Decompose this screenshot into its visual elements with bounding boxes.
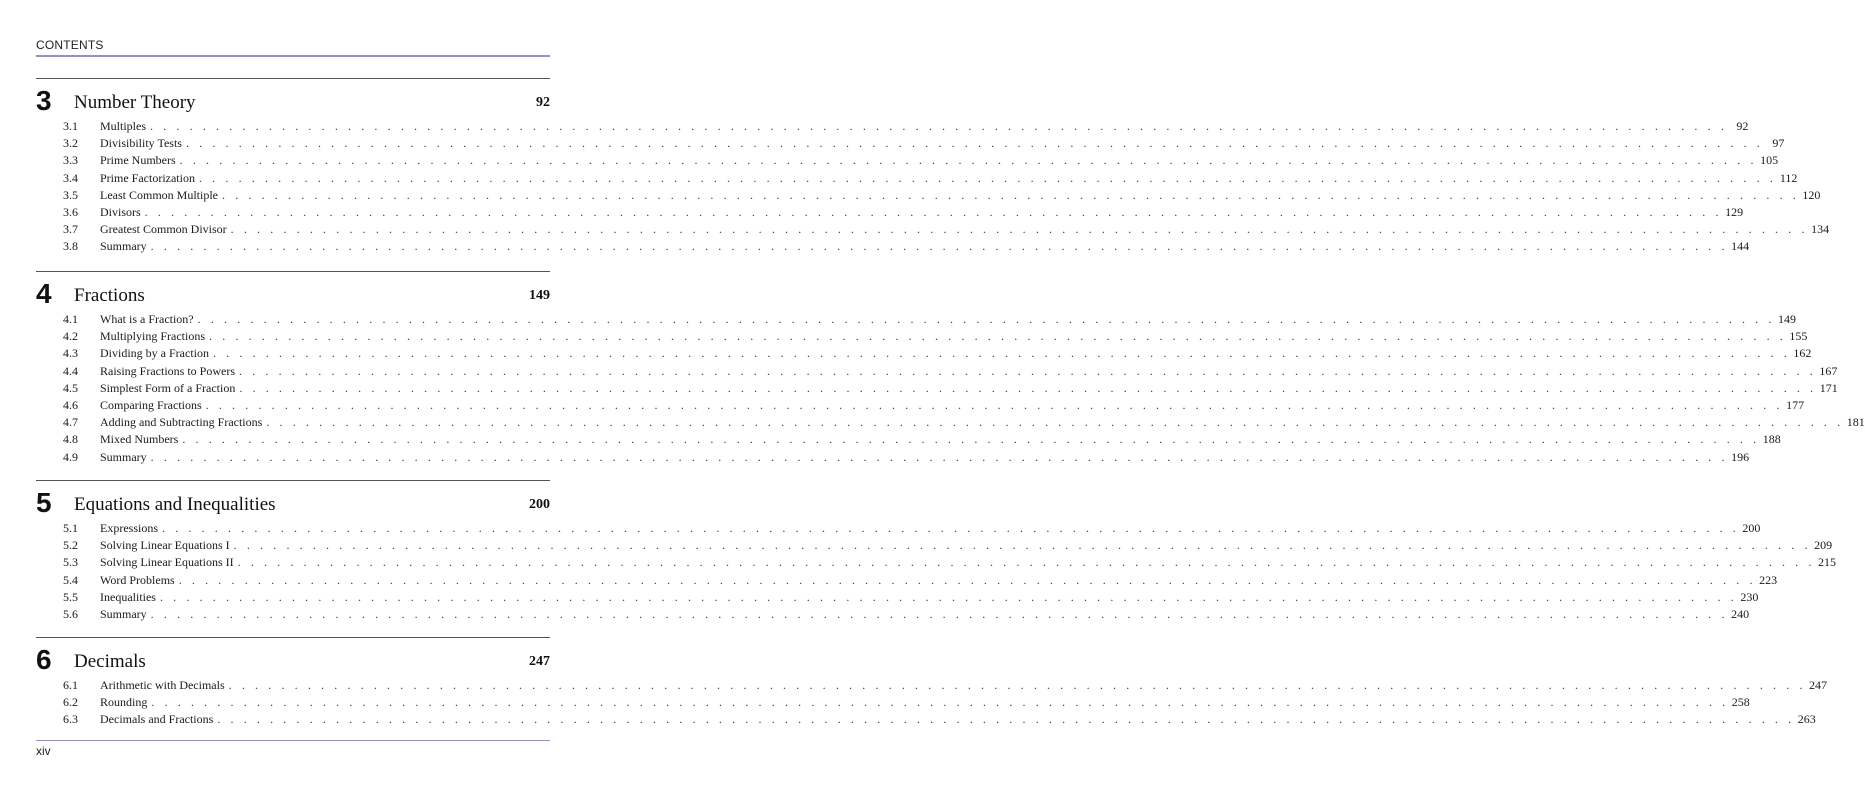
section-title: Raising Fractions to Powers	[100, 363, 235, 378]
section-number: 5.4	[63, 572, 78, 587]
chapter-heading[interactable]	[36, 86, 550, 116]
section-list	[36, 677, 1828, 729]
section-title: Arithmetic with Decimals	[100, 678, 225, 692]
section-title: Mixed Numbers	[100, 432, 179, 447]
section-number: 3.6	[63, 204, 78, 219]
toc-entry[interactable]	[36, 380, 1838, 397]
chapter-number: 4	[36, 278, 52, 309]
section-title: Solving Linear Equations II	[100, 555, 234, 570]
section-page: 230	[1740, 589, 1759, 604]
section-list	[36, 311, 1865, 466]
chapter-title: Equations and Inequalities	[74, 494, 276, 515]
section-number: 6.3	[63, 712, 78, 727]
section-line	[100, 152, 1779, 169]
section-title: Greatest Common Divisor	[100, 222, 227, 237]
section-title: Simplest Form of a Fraction	[100, 380, 236, 395]
dot-leader: . . . . . . . . . . . . . . . . . . . . . . . . . . . . . . . . . . . . . . . . . . . . . . . . . . . . . . . . . . . . . . . . . . . . . . . . . . . . . . . . . . . . . . . . . . . . . . . . . . . . . . . . . . . . . . . . . . . . . . . .	[239, 363, 1817, 378]
toc-entry[interactable]	[36, 135, 1785, 152]
dot-leader: . . . . . . . . . . . . . . . . . . . . . . . . . . . . . . . . . . . . . . . . . . . . . . . . . . . . . . . . . . . . . . . . . . . . . . . . . . . . . . . . . . . . . . . . . . . . . . . . . . . . . . . . . . . . . . . . . . . . . . . .	[144, 204, 1723, 219]
chapter-page: 247	[529, 654, 550, 669]
section-title: Multiplying Fractions	[100, 329, 205, 344]
section-number: 3.5	[63, 187, 78, 202]
dot-leader: . . . . . . . . . . . . . . . . . . . . . . . . . . . . . . . . . . . . . . . . . . . . . . . . . . . . . . . . . . . . . . . . . . . . . . . . . . . . . . . . . . . . . . . . . . . . . . . . . . . . . . . . . . . . . . . . . . . . . . . .	[212, 346, 1791, 361]
section-line	[100, 345, 1812, 362]
running-header: CONTENTS	[36, 38, 104, 52]
section-page: 167	[1819, 363, 1838, 378]
section-page: 223	[1759, 572, 1778, 587]
chapter-heading[interactable]	[36, 488, 550, 518]
section-line	[100, 135, 1785, 152]
section-line	[100, 589, 1759, 606]
section-line	[100, 694, 1750, 711]
section-line	[100, 449, 1750, 466]
section-line	[100, 221, 1830, 238]
toc-entry[interactable]	[36, 187, 1821, 204]
chapter-number: 3	[36, 85, 52, 116]
toc-entry[interactable]	[36, 711, 1816, 728]
toc-entry[interactable]	[36, 520, 1761, 537]
section-title: Adding and Subtracting Fractions	[100, 415, 263, 430]
section-line	[100, 397, 1805, 414]
section-number: 4.9	[63, 449, 78, 464]
section-line	[100, 711, 1816, 728]
section-number: 3.8	[63, 239, 78, 254]
page-number: xiv	[36, 744, 51, 758]
chapter-number: 6	[36, 644, 52, 675]
dot-leader: . . . . . . . . . . . . . . . . . . . . . . . . . . . . . . . . . . . . . . . . . . . . . . . . . . . . . . . . . . . . . . . . . . . . . . . . . . . . . . . . . . . . . . . . . . . . . . . . . . . . . . . . . . . . . . . . . . . . . . . .	[179, 153, 1758, 168]
section-page: 196	[1731, 449, 1750, 464]
dot-leader: . . . . . . . . . . . . . . . . . . . . . . . . . . . . . . . . . . . . . . . . . . . . . . . . . . . . . . . . . . . . . . . . . . . . . . . . . . . . . . . . . . . . . . . . . . . . . . . . . . . . . . . . . . . . . . . . . . . . . . . .	[159, 589, 1738, 604]
chapter-page: 200	[529, 497, 550, 512]
section-title: Summary	[100, 606, 147, 621]
chapter-title: Number Theory	[74, 92, 196, 113]
section-number: 6.2	[63, 695, 78, 710]
section-page: 129	[1725, 204, 1744, 219]
section-title: Summary	[100, 449, 147, 464]
dot-leader: . . . . . . . . . . . . . . . . . . . . . . . . . . . . . . . . . . . . . . . . . . . . . . . . . . . . . . . . . . . . . . . . . . . . . . . . . . . . . . . . . . . . . . . . . . . . . . . . . . . . . . . . . . . . . . . . . . . . . . . .	[185, 136, 1764, 151]
section-number: 5.6	[63, 606, 78, 621]
chapter-divider	[36, 78, 550, 79]
section-number: 4.3	[63, 346, 78, 361]
dot-leader: . . . . . . . . . . . . . . . . . . . . . . . . . . . . . . . . . . . . . . . . . . . . . . . . . . . . . . . . . . . . . . . . . . . . . . . . . . . . . . . . . . . . . . . . . . . . . . . . . . . . . . . . . . . . . . . . . . . . . . . .	[197, 312, 1776, 326]
section-number: 4.1	[63, 312, 78, 326]
dot-leader: . . . . . . . . . . . . . . . . . . . . . . . . . . . . . . . . . . . . . . . . . . . . . . . . . . . . . . . . . . . . . . . . . . . . . . . . . . . . . . . . . . . . . . . . . . . . . . . . . . . . . . . . . . . . . . . . . . . . . . . .	[150, 449, 1729, 464]
section-title: What is a Fraction?	[100, 312, 194, 326]
section-number: 3.2	[63, 136, 78, 151]
section-number: 5.2	[63, 538, 78, 553]
section-page: 120	[1802, 187, 1821, 202]
section-title: Comparing Fractions	[100, 397, 202, 412]
section-page: 149	[1778, 312, 1797, 326]
dot-leader: . . . . . . . . . . . . . . . . . . . . . . . . . . . . . . . . . . . . . . . . . . . . . . . . . . . . . . . . . . . . . . . . . . . . . . . . . . . . . . . . . . . . . . . . . . . . . . . . . . . . . . . . . . . . . . . . . . . . . . . .	[150, 239, 1729, 254]
dot-leader: . . . . . . . . . . . . . . . . . . . . . . . . . . . . . . . . . . . . . . . . . . . . . . . . . . . . . . . . . . . . . . . . . . . . . . . . . . . . . . . . . . . . . . . . . . . . . . . . . . . . . . . . . . . . . . . . . . . . . . . .	[233, 538, 1812, 553]
dot-leader: . . . . . . . . . . . . . . . . . . . . . . . . . . . . . . . . . . . . . . . . . . . . . . . . . . . . . . . . . . . . . . . . . . . . . . . . . . . . . . . . . . . . . . . . . . . . . . . . . . . . . . . . . . . . . . . . . . . . . . . .	[239, 380, 1817, 395]
section-title: Divisors	[100, 204, 141, 219]
section-line	[100, 537, 1833, 554]
section-line	[100, 677, 1828, 694]
toc-entry[interactable]	[36, 606, 1750, 623]
chapter-divider	[36, 271, 550, 272]
chapter-divider	[36, 480, 550, 481]
section-page: 177	[1786, 397, 1805, 412]
section-page: 247	[1809, 678, 1828, 692]
dot-leader: . . . . . . . . . . . . . . . . . . . . . . . . . . . . . . . . . . . . . . . . . . . . . . . . . . . . . . . . . . . . . . . . . . . . . . . . . . . . . . . . . . . . . . . . . . . . . . . . . . . . . . . . . . . . . . . . . . . . . . . .	[150, 606, 1729, 621]
section-page: 200	[1742, 521, 1761, 535]
section-number: 4.4	[63, 363, 78, 378]
toc-entry[interactable]	[36, 345, 1812, 362]
dot-leader: . . . . . . . . . . . . . . . . . . . . . . . . . . . . . . . . . . . . . . . . . . . . . . . . . . . . . . . . . . . . . . . . . . . . . . . . . . . . . . . . . . . . . . . . . . . . . . . . . . . . . . . . . . . . . . . . . . . . . . . .	[266, 415, 1844, 430]
section-number: 3.7	[63, 222, 78, 237]
dot-leader: . . . . . . . . . . . . . . . . . . . . . . . . . . . . . . . . . . . . . . . . . . . . . . . . . . . . . . . . . . . . . . . . . . . . . . . . . . . . . . . . . . . . . . . . . . . . . . . . . . . . . . . . . . . . . . . . . . . . . . . .	[198, 170, 1777, 185]
section-title: Expressions	[100, 521, 158, 535]
section-number: 4.2	[63, 329, 78, 344]
section-page: 112	[1779, 170, 1798, 185]
section-line	[100, 170, 1798, 187]
section-page: 134	[1811, 222, 1830, 237]
section-page: 97	[1772, 136, 1785, 151]
section-page: 92	[1736, 119, 1749, 133]
footer-rule	[36, 740, 550, 741]
toc-entry[interactable]	[36, 414, 1865, 431]
section-number: 5.3	[63, 555, 78, 570]
section-list	[36, 520, 1837, 623]
section-title: Word Problems	[100, 572, 175, 587]
dot-leader: . . . . . . . . . . . . . . . . . . . . . . . . . . . . . . . . . . . . . . . . . . . . . . . . . . . . . . . . . . . . . . . . . . . . . . . . . . . . . . . . . . . . . . . . . . . . . . . . . . . . . . . . . . . . . . . . . . . . . . . .	[150, 119, 1728, 133]
toc-entry[interactable]	[36, 694, 1750, 711]
section-number: 5.5	[63, 589, 78, 604]
dot-leader: . . . . . . . . . . . . . . . . . . . . . . . . . . . . . . . . . . . . . . . . . . . . . . . . . . . . . . . . . . . . . . . . . . . . . . . . . . . . . . . . . . . . . . . . . . . . . . . . . . . . . . . . . . . . . . . . . . . . . . . .	[217, 712, 1795, 727]
chapter-number: 5	[36, 487, 52, 518]
section-line	[100, 363, 1838, 380]
section-line	[100, 431, 1781, 448]
section-title: Decimals and Fractions	[100, 712, 214, 727]
chapter-heading[interactable]	[36, 279, 550, 309]
toc-entry[interactable]	[36, 238, 1750, 255]
section-page: 162	[1793, 346, 1812, 361]
toc-entry[interactable]	[36, 589, 1759, 606]
chapter-page: 92	[536, 95, 550, 110]
section-line	[100, 520, 1761, 537]
section-line	[100, 606, 1750, 623]
toc-entry[interactable]	[36, 431, 1781, 448]
toc-entry[interactable]	[36, 572, 1778, 589]
section-line	[100, 414, 1865, 431]
chapter-divider	[36, 637, 550, 638]
section-number: 4.5	[63, 380, 78, 395]
dot-leader: . . . . . . . . . . . . . . . . . . . . . . . . . . . . . . . . . . . . . . . . . . . . . . . . . . . . . . . . . . . . . . . . . . . . . . . . . . . . . . . . . . . . . . . . . . . . . . . . . . . . . . . . . . . . . . . . . . . . . . . .	[178, 572, 1757, 587]
section-number: 6.1	[63, 678, 78, 692]
section-number: 4.7	[63, 415, 78, 430]
chapter-title: Decimals	[74, 651, 146, 672]
section-number: 3.1	[63, 119, 78, 133]
toc-entry[interactable]	[36, 152, 1779, 169]
section-number: 3.3	[63, 153, 78, 168]
section-title: Summary	[100, 239, 147, 254]
section-title: Prime Numbers	[100, 153, 176, 168]
toc-entry[interactable]	[36, 537, 1833, 554]
section-page: 171	[1819, 380, 1838, 395]
toc-entry[interactable]	[36, 170, 1798, 187]
toc-entry[interactable]	[36, 204, 1744, 221]
chapter-title: Fractions	[74, 285, 145, 306]
section-title: Prime Factorization	[100, 170, 195, 185]
section-page: 155	[1789, 329, 1808, 344]
toc-entry[interactable]	[36, 328, 1808, 345]
section-line	[100, 187, 1821, 204]
section-title: Multiples	[100, 119, 147, 133]
toc-entry[interactable]	[36, 118, 1749, 135]
section-page: 181	[1846, 415, 1865, 430]
section-page: 240	[1731, 606, 1750, 621]
section-list	[36, 118, 1830, 256]
toc-entry[interactable]	[36, 221, 1830, 238]
section-page: 209	[1814, 538, 1833, 553]
section-page: 258	[1731, 695, 1750, 710]
section-number: 5.1	[63, 521, 78, 535]
dot-leader: . . . . . . . . . . . . . . . . . . . . . . . . . . . . . . . . . . . . . . . . . . . . . . . . . . . . . . . . . . . . . . . . . . . . . . . . . . . . . . . . . . . . . . . . . . . . . . . . . . . . . . . . . . . . . . . . . . . . . . . .	[182, 432, 1760, 447]
section-page: 188	[1762, 432, 1781, 447]
dot-leader: . . . . . . . . . . . . . . . . . . . . . . . . . . . . . . . . . . . . . . . . . . . . . . . . . . . . . . . . . . . . . . . . . . . . . . . . . . . . . . . . . . . . . . . . . . . . . . . . . . . . . . . . . . . . . . . . . . . . . . . .	[151, 695, 1729, 710]
section-line	[100, 311, 1797, 328]
dot-leader: . . . . . . . . . . . . . . . . . . . . . . . . . . . . . . . . . . . . . . . . . . . . . . . . . . . . . . . . . . . . . . . . . . . . . . . . . . . . . . . . . . . . . . . . . . . . . . . . . . . . . . . . . . . . . . . . . . . . . . . .	[162, 521, 1740, 535]
section-page: 144	[1731, 239, 1750, 254]
section-line	[100, 380, 1838, 397]
section-number: 4.6	[63, 397, 78, 412]
header-rule	[36, 55, 550, 57]
section-title: Rounding	[100, 695, 148, 710]
section-line	[100, 328, 1808, 345]
chapter-page: 149	[529, 288, 550, 303]
dot-leader: . . . . . . . . . . . . . . . . . . . . . . . . . . . . . . . . . . . . . . . . . . . . . . . . . . . . . . . . . . . . . . . . . . . . . . . . . . . . . . . . . . . . . . . . . . . . . . . . . . . . . . . . . . . . . . . . . . . . . . . .	[205, 397, 1784, 412]
toc-entry[interactable]	[36, 554, 1837, 571]
section-title: Divisibility Tests	[100, 136, 182, 151]
section-page: 215	[1818, 555, 1837, 570]
dot-leader: . . . . . . . . . . . . . . . . . . . . . . . . . . . . . . . . . . . . . . . . . . . . . . . . . . . . . . . . . . . . . . . . . . . . . . . . . . . . . . . . . . . . . . . . . . . . . . . . . . . . . . . . . . . . . . . . . . . . . . . .	[209, 329, 1787, 344]
toc-entry[interactable]	[36, 677, 1828, 694]
toc-entry[interactable]	[36, 449, 1750, 466]
toc-entry[interactable]	[36, 397, 1805, 414]
toc-entry[interactable]	[36, 363, 1838, 380]
dot-leader: . . . . . . . . . . . . . . . . . . . . . . . . . . . . . . . . . . . . . . . . . . . . . . . . . . . . . . . . . . . . . . . . . . . . . . . . . . . . . . . . . . . . . . . . . . . . . . . . . . . . . . . . . . . . . . . . . . . . . . . .	[230, 222, 1809, 237]
section-line	[100, 572, 1778, 589]
section-line	[100, 238, 1750, 255]
section-page: 105	[1760, 153, 1779, 168]
dot-leader: . . . . . . . . . . . . . . . . . . . . . . . . . . . . . . . . . . . . . . . . . . . . . . . . . . . . . . . . . . . . . . . . . . . . . . . . . . . . . . . . . . . . . . . . . . . . . . . . . . . . . . . . . . . . . . . . . . . . . . . .	[228, 678, 1807, 692]
section-line	[100, 554, 1837, 571]
section-title: Inequalities	[100, 589, 156, 604]
section-number: 3.4	[63, 170, 78, 185]
section-page: 263	[1797, 712, 1816, 727]
section-line	[100, 118, 1749, 135]
section-title: Solving Linear Equations I	[100, 538, 230, 553]
dot-leader: . . . . . . . . . . . . . . . . . . . . . . . . . . . . . . . . . . . . . . . . . . . . . . . . . . . . . . . . . . . . . . . . . . . . . . . . . . . . . . . . . . . . . . . . . . . . . . . . . . . . . . . . . . . . . . . . . . . . . . . .	[222, 187, 1800, 202]
section-title: Dividing by a Fraction	[100, 346, 209, 361]
toc-entry[interactable]	[36, 311, 1797, 328]
section-title: Least Common Multiple	[100, 187, 218, 202]
section-line	[100, 204, 1744, 221]
chapter-heading[interactable]	[36, 645, 550, 675]
section-number: 4.8	[63, 432, 78, 447]
dot-leader: . . . . . . . . . . . . . . . . . . . . . . . . . . . . . . . . . . . . . . . . . . . . . . . . . . . . . . . . . . . . . . . . . . . . . . . . . . . . . . . . . . . . . . . . . . . . . . . . . . . . . . . . . . . . . . . . . . . . . . . .	[237, 555, 1816, 570]
